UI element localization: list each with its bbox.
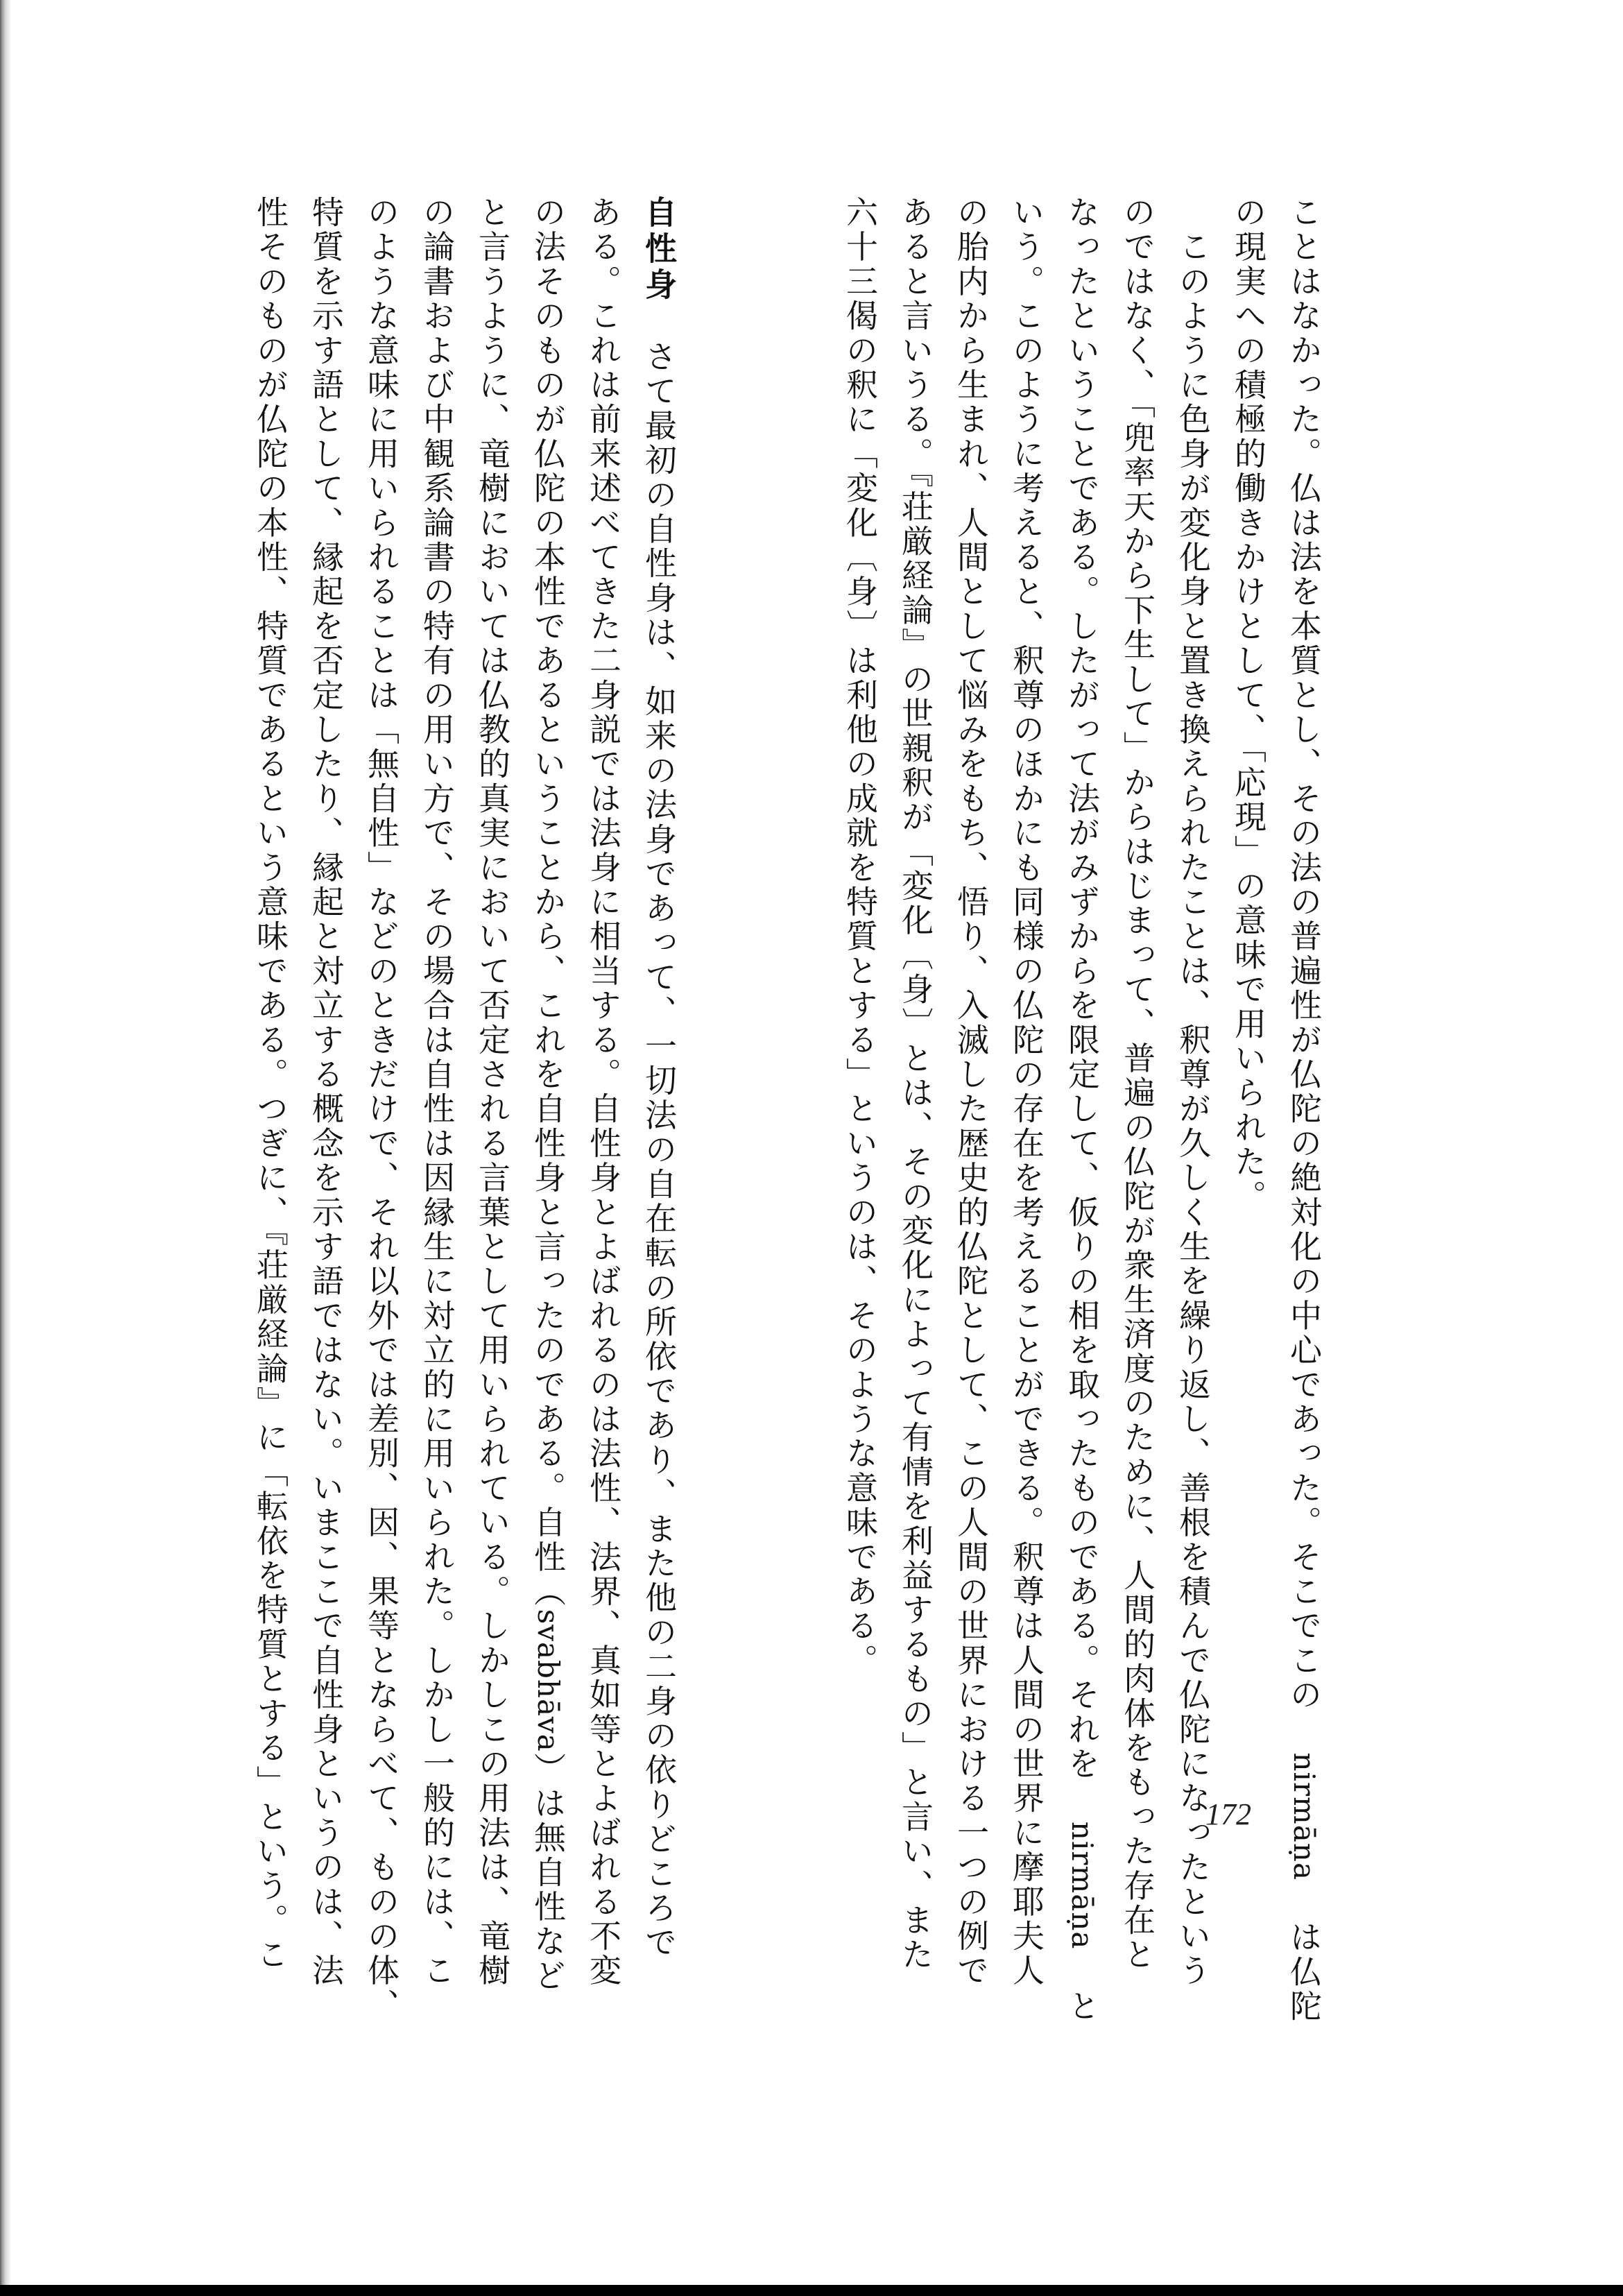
section-heading: 自性身 [640, 196, 678, 304]
text-column: 特質を示す語として、縁起を否定したり、縁起と対立する概念を示す語ではない。いまここで自性身というのは、法 [307, 196, 345, 1989]
text-column: のではなく、「兜率天から下生して」からはじまって、普遍の仏陀が衆生済度のために、人間的肉体をもった存在と [1119, 196, 1156, 1973]
text-column: ある。これは前来述べてきた二身説では法身に相当する。自性身とよばれるのは法性、法界、真如等とよばれる不変 [585, 196, 622, 1989]
page-number: 172 [1205, 1797, 1251, 1831]
text-column: のような意味に用いられることは「無自性」などのときだけで、それ以外では差別、因、果等とならべて、ものの体、 [363, 196, 400, 2023]
text-column: の胎内から生まれ、人間として悩みをもち、悟り、入滅した歴史的仏陀として、この人間の世界における一つの例で [952, 196, 990, 1989]
text-column: いう。このように考えると、釈尊のほかにも同様の仏陀の存在を考えることができる。釈尊は人間の世界に摩耶夫人 [1008, 196, 1045, 1989]
text-column: の論書および中観系論書の特有の用い方で、その場合は自性は因縁生に対立的に用いられた。しかし一般的には、こ [418, 196, 456, 1989]
text-column: なったということである。したがって法がみずからを限定して、仮りの相を取ったものである。それを nirmāṇa と [1063, 196, 1101, 2024]
text-column: 性そのものが仏陀の本性、特質であるという意味である。つぎに、『荘厳経論』に「転依を特質とする」という。こ [252, 196, 289, 1973]
scan-bottom-border [0, 2285, 1623, 2296]
text-column: あると言いうる。『荘厳経論』の世親釈が「変化〔身〕とは、その変化によって有情を利益するもの」と言い、また [897, 196, 934, 1973]
text-column-with-heading: 自性身さて最初の自性身は、如来の法身であって、一切法の自在転の所依であり、また他の二身の依りどころで [631, 196, 687, 2041]
text-column: の現実への積極的働きかけとして、「応現」の意味で用いられた。 [1230, 196, 1267, 1214]
text-column: の法そのものが仏陀の本性であるということから、これを自性身と言ったのである。自性（svabhāva）は無自性など [529, 196, 567, 1994]
text-column: と言うように、竜樹においては仏教的真実において否定される言葉として用いられている。しかしこの用法は、竜樹 [474, 196, 511, 1989]
scanned-page-edge [0, 0, 11, 2296]
text-column: このように色身が変化身と置き換えられたことは、釈尊が久しく生を繰り返し、善根を積んで仏陀になったという [1174, 196, 1212, 1989]
text-column: 六十三偈の釈に「変化〔身〕は利他の成就を特質とする」というのは、そのような意味である。 [841, 196, 879, 1679]
text-column: ことはなかった。仏は法を本質とし、その法の普遍性が仏陀の絶対化の中心であった。そこでこの nirmāṇa は仏陀 [1285, 196, 1323, 2024]
